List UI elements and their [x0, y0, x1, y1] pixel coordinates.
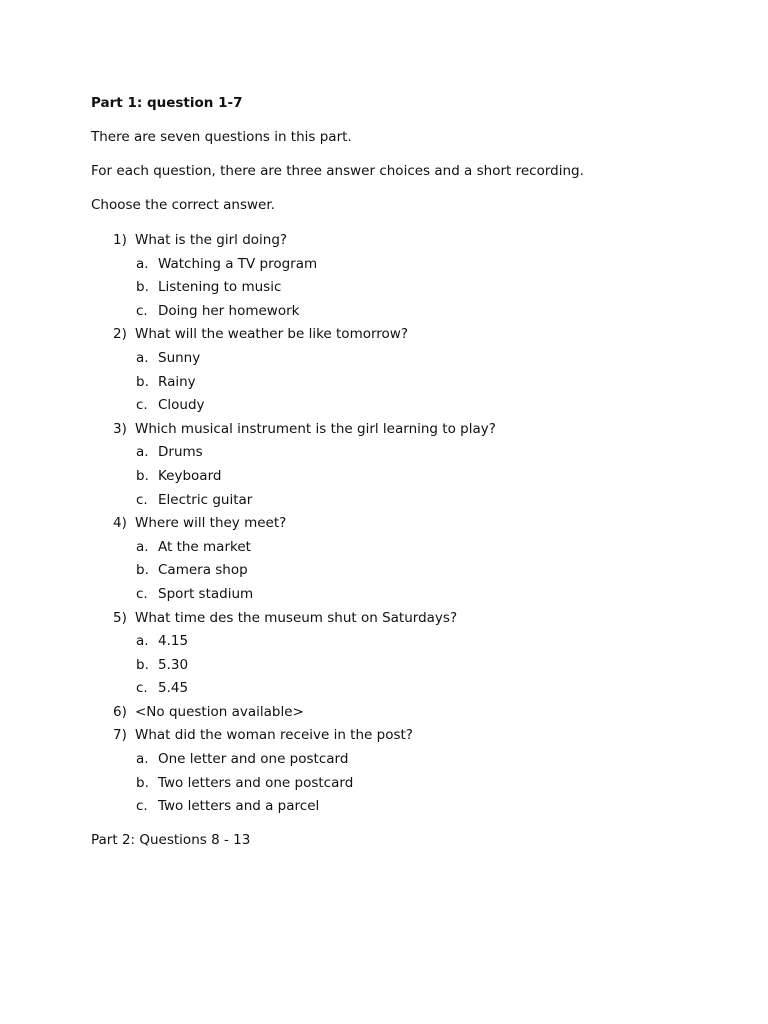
option-text: Two letters and a parcel: [158, 798, 320, 815]
option-letter: c.: [136, 302, 148, 319]
option-letter: a.: [136, 255, 149, 272]
intro-paragraph: For each question, there are three answer choices and a short recording.: [91, 163, 584, 179]
option-text: Drums: [158, 444, 203, 461]
answer-option: [91, 630, 711, 654]
option-text: Camera shop: [158, 562, 248, 579]
answer-options: [91, 347, 711, 418]
question-item: [91, 323, 711, 417]
option-text: Sport stadium: [158, 585, 254, 602]
question-item: [91, 607, 711, 701]
option-letter: a.: [136, 538, 149, 555]
option-text: Cloudy: [158, 397, 205, 414]
question-item: [91, 701, 711, 725]
answer-option: [91, 559, 711, 583]
question-text: What will the weather be like tomorrow?: [135, 326, 409, 343]
part1-heading: Part 1: question 1-7: [91, 95, 243, 111]
option-letter: b.: [136, 467, 149, 484]
option-letter: b.: [136, 373, 149, 390]
option-text: At the market: [158, 538, 251, 555]
answer-options: [91, 441, 711, 512]
question-item: [91, 724, 711, 818]
option-letter: c.: [136, 680, 148, 697]
option-text: 4.15: [158, 633, 189, 650]
answer-option: [91, 772, 711, 796]
question-item: [91, 418, 711, 512]
question-number: 6): [113, 703, 127, 720]
option-text: 5.30: [158, 656, 189, 673]
option-letter: c.: [136, 585, 148, 602]
answer-option: [91, 371, 711, 395]
question-text: What time des the museum shut on Saturdays?: [135, 609, 458, 626]
question-number: 7): [113, 727, 127, 744]
document-page: [91, 93, 711, 850]
answer-options: [91, 748, 711, 819]
option-text: 5.45: [158, 680, 189, 697]
answer-options: [91, 253, 711, 324]
option-letter: a.: [136, 633, 149, 650]
question-row: [91, 701, 711, 725]
option-letter: b.: [136, 279, 149, 296]
question-number: 3): [113, 420, 127, 437]
option-text: Two letters and one postcard: [158, 774, 354, 791]
option-letter: c.: [136, 397, 148, 414]
question-text: Where will they meet?: [135, 515, 287, 532]
answer-option: [91, 347, 711, 371]
option-text: Rainy: [158, 373, 196, 390]
answer-option: [91, 394, 711, 418]
option-text: Doing her homework: [158, 302, 300, 319]
question-item: [91, 512, 711, 606]
question-text: What is the girl doing?: [135, 232, 288, 248]
answer-option: [91, 583, 711, 607]
question-row: [91, 607, 711, 631]
question-text: <No question available>: [135, 703, 304, 720]
answer-option: [91, 276, 711, 300]
answer-options: [91, 536, 711, 607]
answer-options: [91, 630, 711, 701]
intro-paragraph: There are seven questions in this part.: [91, 129, 352, 145]
answer-option: [91, 795, 711, 819]
option-letter: a.: [136, 444, 149, 461]
question-row: [91, 724, 711, 748]
question-row: [91, 418, 711, 442]
question-number: 1): [113, 232, 127, 248]
option-text: Keyboard: [158, 467, 222, 484]
option-letter: b.: [136, 656, 149, 673]
question-number: 5): [113, 609, 127, 626]
option-letter: b.: [136, 562, 149, 579]
answer-option: [91, 441, 711, 465]
answer-option: [91, 253, 711, 277]
option-text: Listening to music: [158, 279, 282, 296]
option-letter: a.: [136, 751, 149, 768]
question-row: [91, 512, 711, 536]
option-text: Electric guitar: [158, 491, 253, 508]
part2-heading: Part 2: Questions 8 - 13: [91, 831, 251, 848]
answer-option: [91, 465, 711, 489]
option-text: Watching a TV program: [158, 255, 318, 272]
option-letter: b.: [136, 774, 149, 791]
question-number: 4): [113, 515, 127, 532]
option-text: Sunny: [158, 349, 201, 366]
option-text: One letter and one postcard: [158, 751, 349, 768]
option-letter: c.: [136, 798, 148, 815]
answer-option: [91, 300, 711, 324]
option-letter: c.: [136, 491, 148, 508]
question-number: 2): [113, 326, 127, 343]
question-list: [91, 229, 711, 819]
answer-option: [91, 677, 711, 701]
question-text: What did the woman receive in the post?: [135, 727, 413, 744]
option-letter: a.: [136, 349, 149, 366]
answer-option: [91, 536, 711, 560]
question-item: [91, 229, 711, 323]
answer-option: [91, 654, 711, 678]
intro-paragraph: Choose the correct answer.: [91, 197, 275, 213]
answer-option: [91, 489, 711, 513]
question-row: [91, 323, 711, 347]
question-row: [91, 229, 711, 253]
question-text: Which musical instrument is the girl learning to play?: [135, 420, 496, 437]
answer-option: [91, 748, 711, 772]
